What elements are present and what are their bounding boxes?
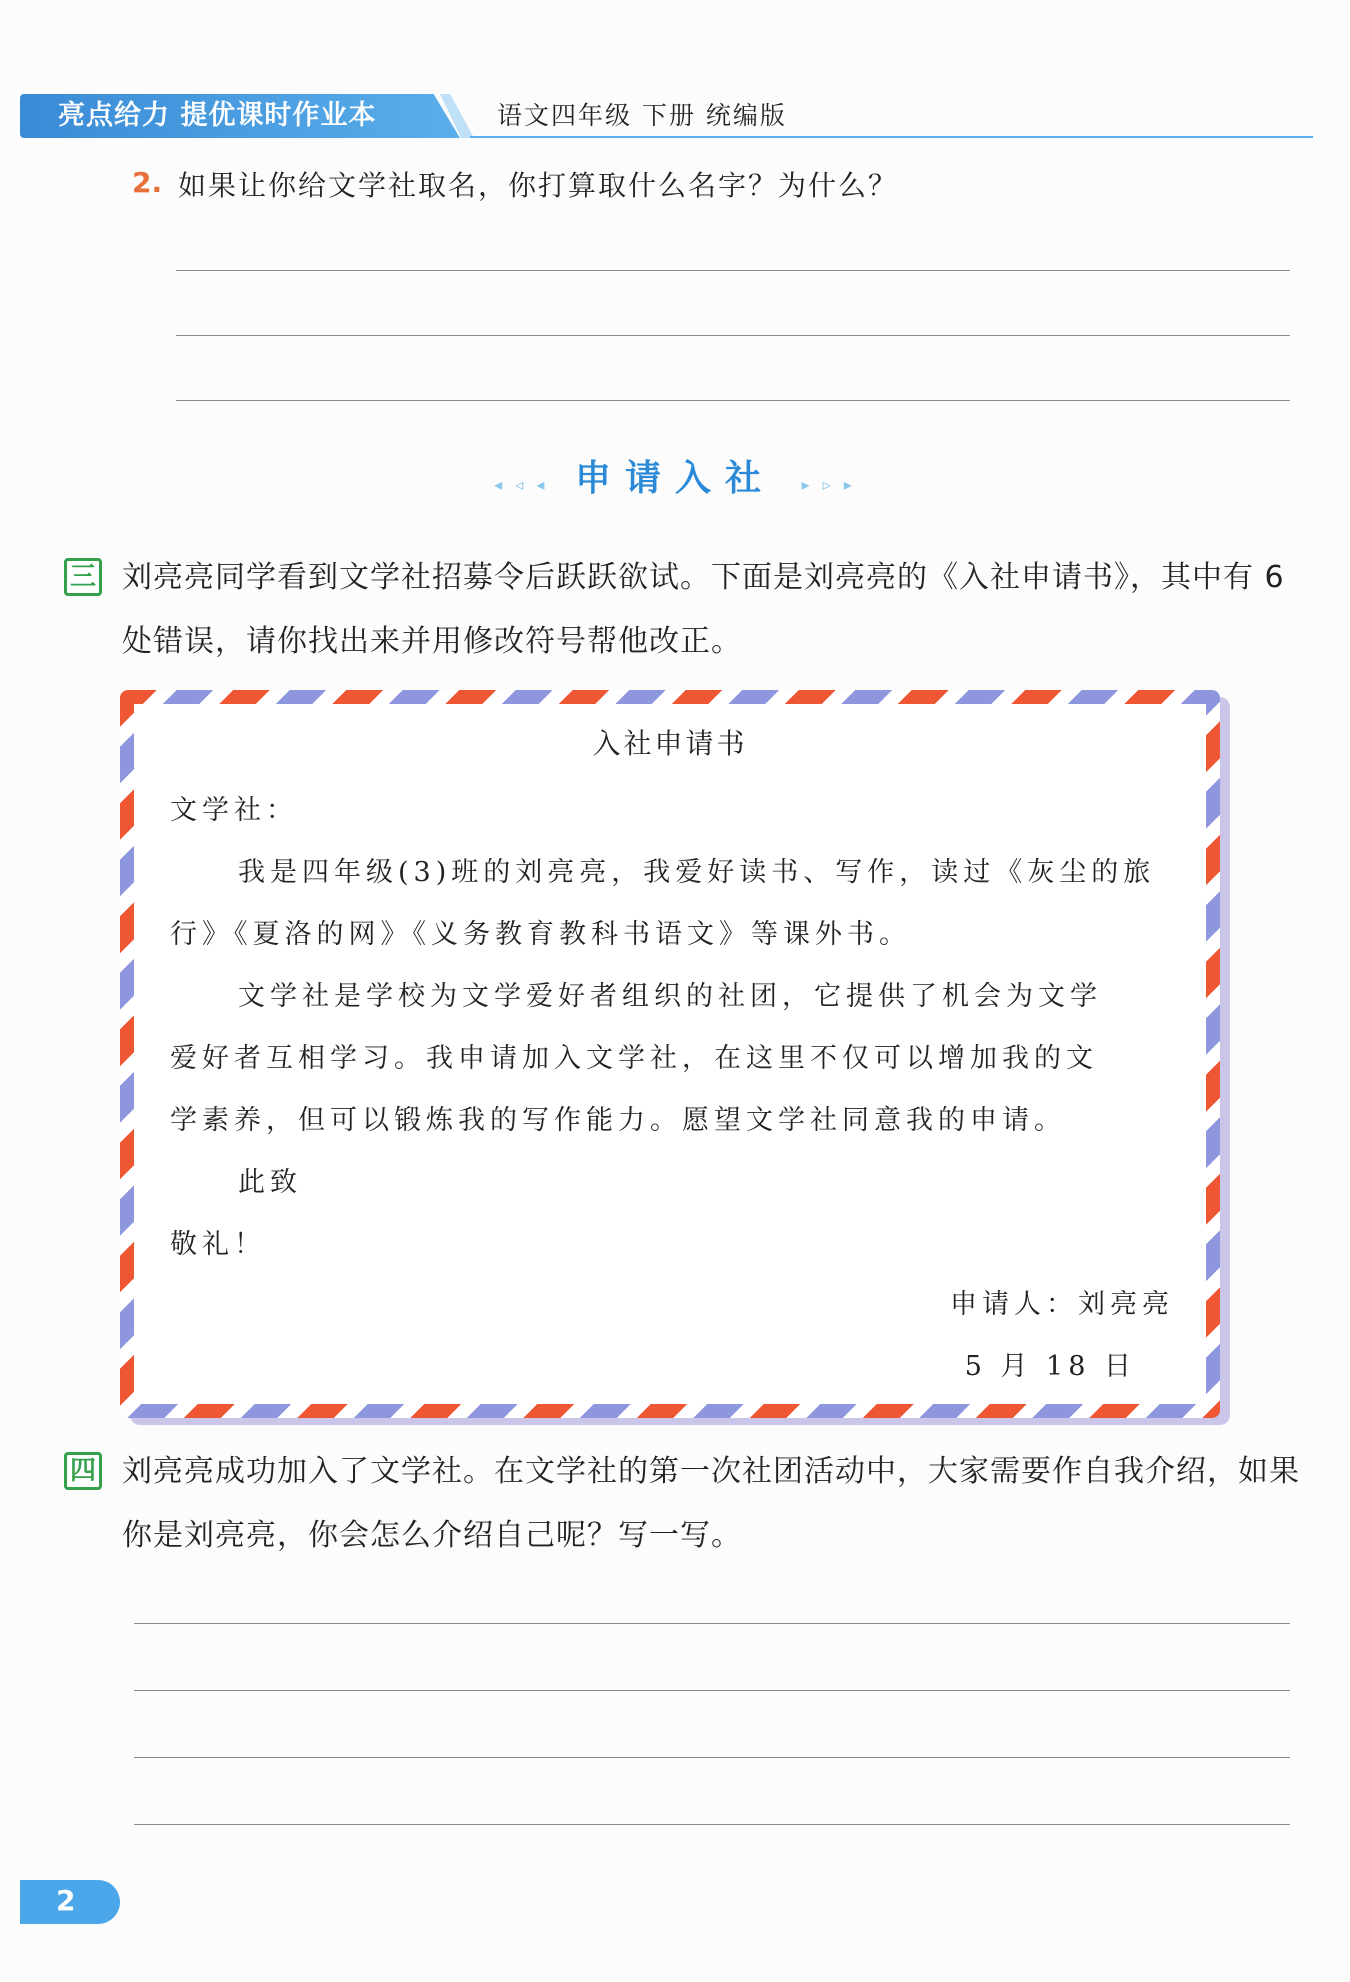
page-number: 2 <box>56 1884 76 1917</box>
question-number: 2. <box>132 166 163 199</box>
answer-line[interactable] <box>176 270 1290 271</box>
right-arrows-icon: ▸ ▹ ▸ <box>801 475 856 494</box>
letter-regards: 敬礼！ <box>170 1229 266 1260</box>
answer-line[interactable] <box>176 400 1290 401</box>
header-brand: 亮点给力 提优课时作业本 <box>58 100 377 131</box>
section-heading <box>0 450 1350 501</box>
letter-signature: 申请人：刘亮亮 <box>950 1289 1174 1320</box>
answer-line[interactable] <box>134 1757 1290 1758</box>
letter-salutation: 文学社： <box>170 795 298 826</box>
task-instruction: 刘亮亮同学看到文学社招募令后跃跃欲试。下面是刘亮亮的《入社申请书》，其中有 6 处错误，请你找出来并用修改符号帮他改正。 <box>122 560 1285 659</box>
header-subtitle: 语文四年级 下册 统编版 <box>497 101 787 130</box>
task-badge: 三 <box>64 558 102 596</box>
left-arrows-icon: ◂ ◃ ◂ <box>494 475 549 494</box>
task-badge: 四 <box>64 1452 102 1490</box>
letter-line: 行》《夏洛的网》《义务教育教科书语文》等课外书。 <box>170 919 911 950</box>
question-text: 如果让你给文学社取名，你打算取什么名字？为什么？ <box>178 169 899 202</box>
letter-line: 文学社是学校为文学爱好者组织的社团，它提供了机会为文学 <box>238 981 1102 1012</box>
letter-line: 我是四年级(3)班的刘亮亮，我爱好读书、写作，读过《灰尘的旅 <box>238 857 1156 888</box>
answer-line[interactable] <box>134 1824 1290 1825</box>
letter-line: 学素养，但可以锻炼我的写作能力。愿望文学社同意我的申请。 <box>170 1105 1066 1136</box>
letter-title: 入社申请书 <box>592 727 748 760</box>
answer-line[interactable] <box>134 1690 1290 1691</box>
answer-line[interactable] <box>134 1623 1290 1624</box>
letter-line: 爱好者互相学习。我申请加入文学社，在这里不仅可以增加我的文 <box>170 1043 1098 1074</box>
letter-closing: 此致 <box>238 1167 302 1198</box>
header-divider <box>470 136 1313 138</box>
letter-date: 5 月 18 日 <box>964 1351 1136 1382</box>
task-instruction: 刘亮亮成功加入了文学社。在文学社的第一次社团活动中，大家需要作自我介绍，如果你是刘亮亮，你会怎么介绍自己呢？写一写。 <box>122 1454 1300 1553</box>
section-title: 申请入社 <box>574 458 775 499</box>
answer-line[interactable] <box>176 335 1290 336</box>
